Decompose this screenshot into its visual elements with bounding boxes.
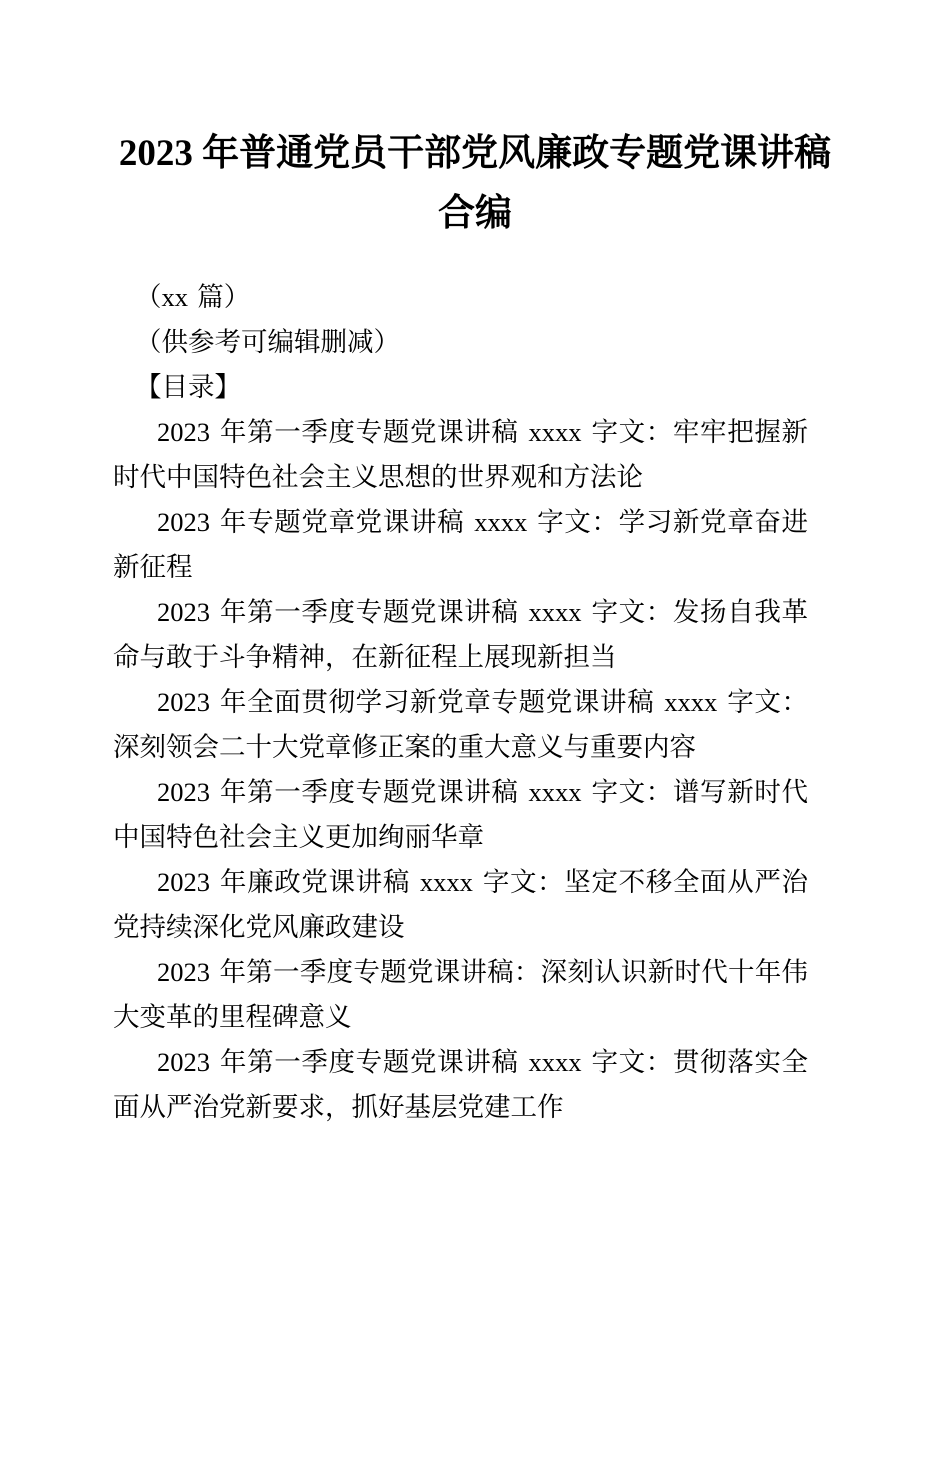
toc-entry-8: 2023 年第一季度专题党课讲稿 xxxx 字文：贯彻落实全面从严治党新要求，抓好基层党建工作 [113, 1047, 808, 1122]
document-page [0, 124, 950, 1468]
toc-entry-1: 2023 年第一季度专题党课讲稿 xxxx 字文：牢牢把握新时代中国特色社会主义思想的世界观和方法论 [113, 417, 808, 492]
subtitle-note-line: （供参考可编辑删减） [135, 327, 400, 357]
subtitle-count-line: （xx 篇） [135, 282, 251, 312]
toc-heading: 【目录】 [135, 372, 241, 402]
toc-entry-7: 2023 年第一季度专题党课讲稿：深刻认识新时代十年伟大变革的里程碑意义 [113, 957, 808, 1032]
toc-entry-6: 2023 年廉政党课讲稿 xxxx 字文：坚定不移全面从严治党持续深化党风廉政建设 [113, 867, 808, 942]
toc-entry-3: 2023 年第一季度专题党课讲稿 xxxx 字文：发扬自我革命与敢于斗争精神，在新征程上展现新担当 [113, 597, 808, 672]
toc-entry-2: 2023 年专题党章党课讲稿 xxxx 字文：学习新党章奋进新征程 [113, 507, 808, 582]
document-title: 2023 年普通党员干部党风廉政专题党课讲稿合编 [118, 133, 832, 234]
toc-entry-5: 2023 年第一季度专题党课讲稿 xxxx 字文：谱写新时代中国特色社会主义更加绚丽华章 [113, 777, 808, 852]
toc-entry-4: 2023 年全面贯彻学习新党章专题党课讲稿 xxxx 字文：深刻领会二十大党章修正案的重大意义与重要内容 [113, 687, 808, 762]
